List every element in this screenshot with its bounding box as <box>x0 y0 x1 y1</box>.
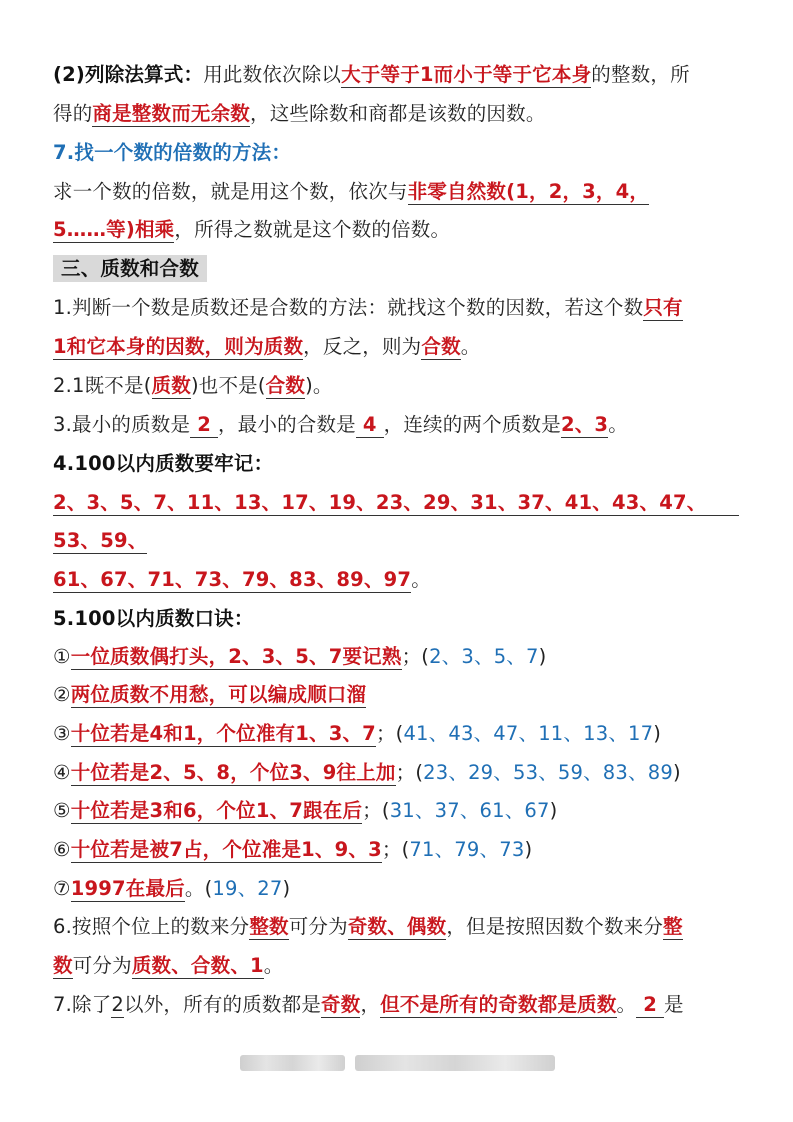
subheading: (2)列除法算式： <box>53 63 204 86</box>
line-classify-cont <box>53 952 283 980</box>
text: ，连续的两个质数是 <box>383 413 561 436</box>
answer: 非零自然数(1，2，3，4， <box>407 180 650 203</box>
answer: 4 <box>355 413 384 436</box>
text: 6.按照个位上的数来分 <box>53 915 250 938</box>
prime-list: 2、3、5、7、11、13、17、19、23、29、31、37、41、43、47、 <box>53 491 707 514</box>
line-division-method <box>53 61 690 89</box>
text: ) <box>672 761 681 784</box>
text: 。 <box>616 993 637 1016</box>
text: 是 <box>664 993 684 1016</box>
text: ；( <box>401 645 430 668</box>
text: 可分为 <box>288 915 348 938</box>
example: 31、37、61、67 <box>389 799 550 822</box>
text: 求一个数的倍数，就是用这个数，依次与 <box>53 180 408 203</box>
answer: 整 <box>663 915 683 938</box>
answer: 奇数 <box>321 993 361 1016</box>
answer: 大于等于1而小于等于它本身 <box>341 63 592 86</box>
text: )也不是( <box>190 374 266 397</box>
answer-plain: 2 <box>111 993 125 1016</box>
text: )。 <box>305 374 333 397</box>
answer: 合数 <box>265 374 306 397</box>
text: 用此数依次除以 <box>203 63 342 86</box>
text: 。 <box>263 954 284 977</box>
answer: 整数 <box>249 915 289 938</box>
text: 1.判断一个数是质数还是合数的方法：就找这个数的因数，若这个数 <box>53 296 644 319</box>
answer: 十位若是3和6，个位1、7跟在后 <box>70 799 363 822</box>
heading: 7.找一个数的倍数的方法： <box>53 141 292 164</box>
example: 41、43、47、11、13、17 <box>403 722 654 745</box>
circled-number: ⑦ <box>53 877 71 900</box>
subheading-primes-list <box>53 450 273 478</box>
answer: 商是整数而无余数 <box>92 102 251 125</box>
text: ) <box>282 877 291 900</box>
circled-number: ⑥ <box>53 838 71 861</box>
text: ；( <box>375 722 404 745</box>
line-primes-3 <box>53 566 431 594</box>
rhyme-2 <box>53 681 366 709</box>
text: ；( <box>381 838 410 861</box>
line-primes-1 <box>53 489 706 517</box>
prime-list: 61、67、71、73、79、83、89、97 <box>53 568 412 591</box>
answer: 只有 <box>643 296 683 319</box>
example: 19、27 <box>212 877 283 900</box>
rhyme-4 <box>53 759 681 787</box>
line-primes-2 <box>53 527 147 555</box>
subheading: 5.100以内质数口诀： <box>53 607 254 630</box>
answer: 两位质数不用愁，可以编成顺口溜 <box>70 683 367 706</box>
answer: 1和它本身的因数，则为质数 <box>53 335 304 358</box>
rhyme-3 <box>53 720 661 748</box>
circled-number: ⑤ <box>53 799 71 822</box>
line-odd-primes <box>53 991 684 1019</box>
text: 。 <box>411 568 431 591</box>
circled-number: ② <box>53 683 71 706</box>
line-multiples <box>53 178 649 206</box>
blurred-footer <box>240 1055 345 1071</box>
answer: 2 <box>636 993 664 1016</box>
answer: 奇数、偶数 <box>347 915 447 938</box>
line-prime-judge-cont <box>53 333 480 361</box>
answer: 质数 <box>151 374 191 397</box>
line-prime-judge <box>53 294 683 322</box>
rhyme-7 <box>53 875 290 903</box>
answer: 合数 <box>421 335 461 358</box>
line-smallest <box>53 411 628 439</box>
text: 2.1既不是( <box>53 374 152 397</box>
underline-rule <box>53 515 739 516</box>
text: 。( <box>184 877 213 900</box>
section-heading-multiples <box>53 139 291 167</box>
rhyme-6 <box>53 836 532 864</box>
text: ) <box>538 645 547 668</box>
text: ， <box>360 993 381 1016</box>
text: 。 <box>608 413 628 436</box>
answer: 十位若是2、5、8，个位3、9往上加 <box>70 761 396 784</box>
answer: 2、3 <box>560 413 609 436</box>
text: 7.除了 <box>53 993 112 1016</box>
text: ；( <box>395 761 424 784</box>
answer: 1997在最后 <box>70 877 185 900</box>
text: ，这些除数和商都是该数的因数。 <box>250 102 546 125</box>
text: 可分为 <box>72 954 132 977</box>
rhyme-5 <box>53 797 557 825</box>
text: ) <box>653 722 662 745</box>
text: ，最小的合数是 <box>217 413 356 436</box>
text: 。 <box>460 335 481 358</box>
answer: 一位质数偶打头，2、3、5、7要记熟 <box>70 645 402 668</box>
circled-number: ③ <box>53 722 71 745</box>
answer: 十位若是被7占，个位准是1、9、3 <box>70 838 382 861</box>
answer: 十位若是4和1，个位准有1、3、7 <box>70 722 376 745</box>
subheading: 4.100以内质数要牢记： <box>53 452 274 475</box>
example: 71、79、73 <box>409 838 525 861</box>
text: ，所得之数就是这个数的倍数。 <box>174 218 451 241</box>
subheading-rhyme <box>53 605 254 633</box>
section-heading-primes <box>53 255 207 283</box>
text: ，反之，则为 <box>303 335 422 358</box>
text: 以外，所有的质数都是 <box>124 993 322 1016</box>
answer: 但不是所有的奇数都是质数 <box>380 993 617 1016</box>
line-one <box>53 372 333 400</box>
circled-number: ④ <box>53 761 71 784</box>
example: 23、29、53、59、83、89 <box>423 761 673 784</box>
line-classify <box>53 913 683 941</box>
text: ，但是按照因数个数来分 <box>446 915 664 938</box>
text: 的整数，所 <box>591 63 690 86</box>
answer: 5……等)相乘 <box>53 218 175 241</box>
blurred-footer <box>355 1055 555 1071</box>
text: 得的 <box>53 102 93 125</box>
answer: 2 <box>190 413 218 436</box>
text: ) <box>524 838 533 861</box>
text: 3.最小的质数是 <box>53 413 191 436</box>
prime-list: 53、59、 <box>53 529 148 552</box>
text: ；( <box>362 799 390 822</box>
circled-number: ① <box>53 645 71 668</box>
answer: 数 <box>53 954 73 977</box>
text: ) <box>549 799 558 822</box>
answer: 质数、合数、1 <box>131 954 264 977</box>
line-multiples-cont <box>53 216 450 244</box>
line-division-method-cont <box>53 100 546 128</box>
rhyme-1 <box>53 643 546 671</box>
example: 2、3、5、7 <box>429 645 539 668</box>
section-title: 三、质数和合数 <box>53 255 207 282</box>
